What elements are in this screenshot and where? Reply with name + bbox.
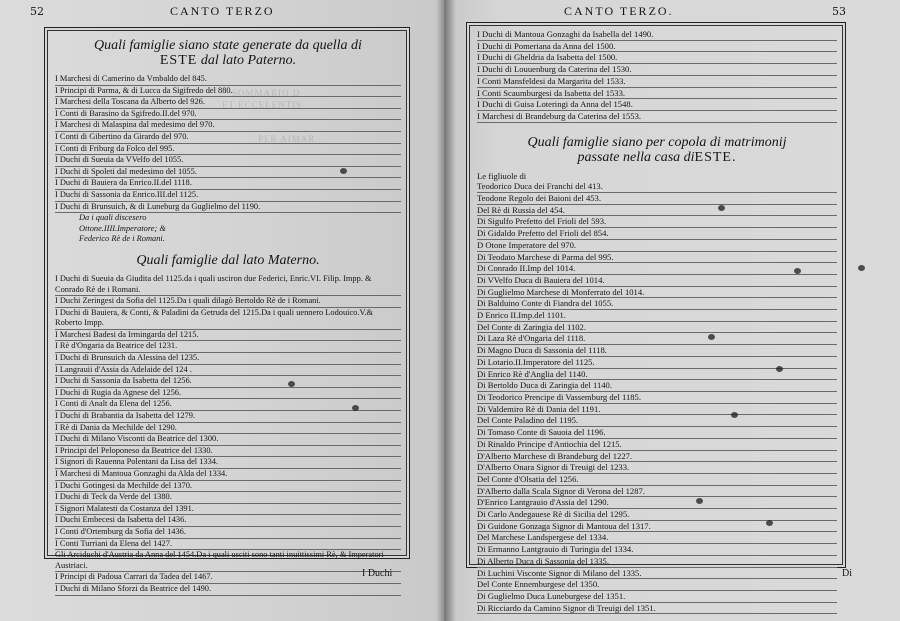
ink-blot [794, 268, 801, 274]
list-item: I Duchi di Bauiera da Enrico.II.del 1118. [55, 178, 401, 190]
list-item: Di Guglielmo Marchese di Monferrato del 1014. [477, 287, 837, 299]
list-item: I Duchi di Sassonia da Enrico.III.del 1125. [55, 190, 401, 202]
list-item: I Conti Scaumburgesi da Isabetta del 1533. [477, 88, 837, 100]
right-page [446, 0, 900, 621]
list-item: I Duchi di Guisa Loteringi da Anna del 1548. [477, 99, 837, 111]
left-content [55, 34, 401, 596]
materno-list [55, 274, 401, 596]
right-running-head: CANTO TERZO. [564, 4, 674, 18]
list-item: I Duchi di Milano Sforzi da Beatrice del 1490. [55, 584, 401, 596]
list-item: Di Laza Rè d'Ongaria del 1118. [477, 333, 837, 345]
list-item: I Marchesi della Toscana da Alberto del 926. [55, 97, 401, 109]
list-item: Federico Rè de i Romani. [79, 234, 165, 244]
right-catchword: Di [842, 568, 852, 579]
list-item: Da i quali discesero [79, 213, 147, 223]
list-item: Del Conte Paladino del 1195. [477, 415, 837, 427]
list-item: Teodone Regolo dei Baioni del 453. [477, 193, 837, 205]
list-item: Di Luchini Visconte Signor di Milano del 1335. [477, 568, 837, 580]
list-item: I Duchi di Mantoua Gonzaghi da Isabella del 1490. [477, 29, 837, 41]
right-text-frame [466, 22, 846, 613]
list-item: I Conti Mansfeldesi da Margarita del 1533. [477, 76, 837, 88]
list-item: Di Enrico Rè d'Anglia del 1140. [477, 369, 837, 381]
list-item: Del Conte d'Olsatia del 1256. [477, 474, 837, 486]
list-item: D Otone Imperatore del 970. [477, 240, 837, 252]
ink-blot [696, 498, 703, 504]
list-item: D'Alberto dalla Scala Signor di Verona del 1287. [477, 486, 837, 498]
left-page [0, 0, 446, 621]
left-catchword: I Duchi [362, 568, 393, 579]
ink-blot [708, 334, 715, 340]
list-item: I Duchi di Milano Visconti da Beatrice del 1300. [55, 434, 401, 446]
ink-blot [288, 381, 295, 387]
heading-paterno: Quali famiglie siano state generate da quella di ESTE dal lato Paterno. [94, 38, 362, 68]
list-item: Di Teodorico Prencipe di Vassemburg del 1185. [477, 392, 837, 404]
list-item: I Duchi di Gheldria da Isabetta del 1500. [477, 52, 837, 64]
list-item: I Conti d'Ortemburg da Sofia del 1436. [55, 527, 401, 539]
list-item: I Duchi di Pomeriana da Anna del 1500. [477, 41, 837, 53]
list-item: Di Ricciardo da Camino Signor di Treuigi del 1351. [477, 603, 837, 615]
list-item: Ottone.IIII.Imperatore; & [79, 223, 166, 233]
list-item: I Conti di Friburg da Folco del 995. [55, 144, 401, 156]
list-item: I Rè di Dania da Mechilde del 1290. [55, 423, 401, 435]
list-item: I Conti Turriani da Elena del 1427. [55, 539, 401, 551]
list-item: Del Conte di Zaringia del 1102. [477, 322, 837, 334]
list-item: D'Alberto Marchese di Brandeburg del 1227. [477, 451, 837, 463]
list-item: Di VVelfo Duca di Bauiera del 1014. [477, 275, 837, 287]
list-item: Del Conte Ennemburgese del 1350. [477, 579, 837, 591]
list-item: I Duchi di Sassonia da Isabetta del 1256. [55, 376, 401, 388]
left-text-frame [44, 27, 410, 593]
list-item: I Duchi di Brunsuich da Alessina del 1235. [55, 353, 401, 365]
list-item: Di Valdemiro Rè di Dania del 1191. [477, 404, 837, 416]
list-item: Di Bertoldo Duca di Zaringia del 1140. [477, 380, 837, 392]
list-item: I Marchesi Badesi da Irmingarda del 1215. [55, 330, 401, 342]
bleed-through-text: ET ECCELENTIS [222, 100, 303, 110]
list-item: D Enrico II.Imp.del 1101. [477, 310, 837, 322]
ink-blot [718, 205, 725, 211]
list-item: Di Sigulfo Prefetto del Frioli del 593. [477, 216, 837, 228]
list-item: Del Rè di Russia del 454. [477, 205, 837, 217]
list-item: Di Teodato Marchese di Parma del 995. [477, 252, 837, 264]
list-item: I Duchi di Bauiera, & Conti, & Paladini da Getruda del 1215.Da i quali uennero Lodouico.V.& Roberto Impp. [55, 308, 401, 330]
list-item: I Duchi di Sueuia da Giudita del 1125.da i quali usciron due Federici, Enric.VI. Filip. Impp. & Conrado Rè de i Romani. [55, 274, 401, 296]
list-item: Di Guglielmo Duca Luneburgese del 1351. [477, 591, 837, 603]
list-item: I Marchesi di Camerino da Vmbaldo del 845. [55, 74, 401, 86]
list-item: I Signori Malatesti da Costanza del 1391. [55, 504, 401, 516]
list-item: I Conti di Gibertino da Girardo del 970. [55, 132, 401, 144]
list-item: Di Alberto Duca di Sassonia del 1335. [477, 556, 837, 568]
list-item: I Duchi di Spoleti dal medesimo del 1055. [55, 167, 401, 179]
list-item: I Duchi Gotingesi da Mechilde del 1370. [55, 481, 401, 493]
list-item: Del Marchese Landspergese del 1334. [477, 532, 837, 544]
list-item: Teodorico Duca dei Franchi del 413. [477, 181, 837, 193]
list-item: I Duchi di Louuenburg da Caterina del 1530. [477, 64, 837, 76]
daughters-list [477, 181, 837, 614]
left-folio: 52 [30, 5, 44, 18]
list-item: I Principi di Parma, & di Lucca da Sigifredo del 880. [55, 86, 401, 98]
heading-materno: Quali famiglie dal lato Materno. [136, 252, 320, 268]
list-item: Di Tomaso Conte di Sauoia del 1196. [477, 427, 837, 439]
list-item: Di Carlo Andegauese Rè di Sicilia del 1295. [477, 509, 837, 521]
list-item: I Duchi di Brunsuich, & di Luneburg da Guglielmo del 1190. [55, 202, 401, 214]
list-item: Di Conrado II.Imp del 1014. [477, 263, 837, 275]
list-item: I Duchi di Teck da Verde del 1380. [55, 492, 401, 504]
ink-blot [776, 366, 783, 372]
list-item: I Marchesi di Brandeburg da Caterina del 1553. [477, 111, 837, 123]
right-content [477, 29, 837, 614]
ink-blot [731, 412, 738, 418]
list-item: I Principi di Padoua Carrari da Tadea del 1467. [55, 572, 401, 584]
list-item: Di Lotario.II.Imperatore del 1125. [477, 357, 837, 369]
list-item: Gli Arciduchi d'Austria da Anna del 1454.Da i quali usciti sono tanti inuittissimi Rè, & Imperatori Austriaci. [55, 550, 401, 572]
list-item: I Rè d'Ongaria da Beatrice del 1231. [55, 341, 401, 353]
list-item: Di Gidaldo Prefetto del Frioli del 854. [477, 228, 837, 240]
list-item: I Conti di Barasino da Sgifredo.II.del 970. [55, 109, 401, 121]
list-item: I Langrauii d'Assia da Adelaide del 124 . [55, 365, 401, 377]
left-running-head: CANTO TERZO [170, 4, 275, 18]
gutter-shadow [436, 0, 456, 621]
list-item: I Signori di Rauenna Polentani da Lisa del 1334. [55, 457, 401, 469]
list-item: Di Magno Duca di Sassonia del 1118. [477, 345, 837, 357]
ink-blot [766, 520, 773, 526]
list-item: I Duchi di Brabantia da Isabetta del 1279. [55, 411, 401, 423]
list-item: Di Guidone Gonzaga Signor di Mantoua del 1317. [477, 521, 837, 533]
right-folio: 53 [832, 5, 846, 18]
list-item: D'Alberto Onara Signor di Treuigi del 1233. [477, 462, 837, 474]
list-item: I Marchesi di Malaspina dal medesimo del 970. [55, 120, 401, 132]
list-item: I Duchi Embecesi da Isabetta del 1436. [55, 515, 401, 527]
ink-blot [340, 168, 347, 174]
heading-matrimonij: Quali famiglie siano per copola di matrimonij passate nella casa diESTE. [527, 134, 787, 165]
list-item: I Principi del Peloponeso da Beatrice del 1330. [55, 446, 401, 458]
list-item: Di Rinaldo Principe d'Antiochia del 1215. [477, 439, 837, 451]
list-item: Di Ermanno Lantgrauio di Turingia del 1334. [477, 544, 837, 556]
ink-blot [858, 265, 865, 271]
list-item: I Duchi Zeringesi da Sofia del 1125.Da i quali dilagò Bertoldo Rè de i Romani. [55, 296, 401, 308]
bleed-through-text: SOMMARIO D [232, 88, 301, 98]
list-item: I Conti di Analt da Elena del 1256. [55, 399, 401, 411]
top-list [477, 29, 837, 123]
bleed-through-text: PER AIMAR [258, 134, 316, 144]
list-item: Di Balduino Conte di Fiandra del 1055. [477, 298, 837, 310]
ink-blot [352, 405, 359, 411]
list-item: I Duchi di Sueuia da VVelfo del 1055. [55, 155, 401, 167]
list-item: I Marchesi di Mantoua Gonzaghi da Alda del 1334. [55, 469, 401, 481]
list-item: I Duchi di Rugia da Agnese del 1256. [55, 388, 401, 400]
list-item: D'Enrico Lantgrauio d'Assia del 1290. [477, 497, 837, 509]
descent-list [55, 213, 401, 245]
paterno-list [55, 74, 401, 213]
daughters-intro: Le figliuole di [477, 170, 527, 181]
